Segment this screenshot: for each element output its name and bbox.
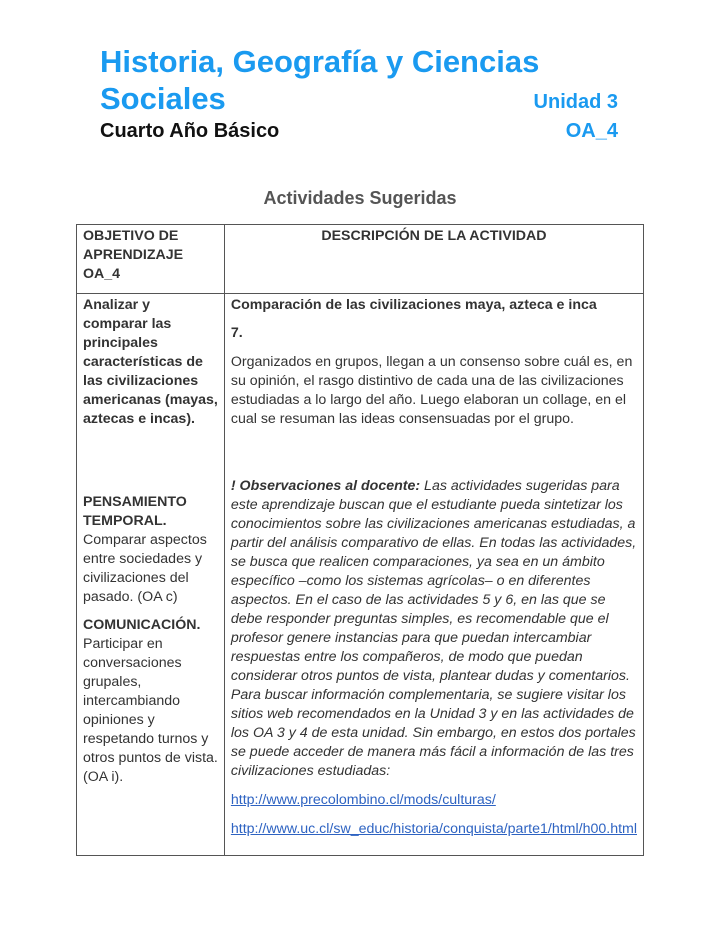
header-objective-line1: OBJETIVO DE [83,228,179,244]
activity-description: Organizados en grupos, llegan a un consenso sobre cuál es, en su opinión, el rasgo distintivo de cada una de las civilizaciones estudiadas a lo largo del año. Luego elaboran un collage, en el cual se resuman las ideas consensuadas por el grupo. [230,354,633,427]
oa-label: OA_4 [565,119,618,142]
unit-label: Unidad 3 [533,91,618,113]
objective-cell [77,294,225,856]
observations-text: Las actividades sugeridas para este aprendizaje buscan que el estudiante pueda sintetizar los conocimientos sobre las civilizaciones americanas estudiadas, a partir del análisis comparativo de ellas. En todas las actividades, se busca que realicen comparaciones, ya sea en un ámbito específico –como los sistemas agrícolas– o en diferentes aspectos. En el caso de las actividades 5 y 6, en las que se debe responder preguntas simples, es recomendable que el profesor genere instancias para que puedan intercambiar respuestas entre los compañeros, de modo que puedan considerar otros puntos de vista, plantear dudas y comentarios. Para buscar información complementaria, se sugiere visitar los sitios web recomendados en la Unidad 3 y en las actividades de los OA 3 y 4 de esta unidad. Sin embargo, en estos dos portales se puede acceder de manera más fácil a información de las tres civilizaciones estudiadas: [230,478,637,779]
header-objective-line3: OA_4 [83,266,121,282]
activities-table [76,224,644,856]
header-description: DESCRIPCIÓN DE LA ACTIVIDAD [224,225,643,294]
skill-temporal [83,493,218,607]
table-row [77,294,644,856]
section-title: Actividades Sugeridas [263,188,457,208]
skill-communication [83,616,218,787]
description-cell [224,294,643,856]
skill-title: COMUNICACIÓN. [83,617,201,633]
teacher-observations [231,477,637,781]
title-row [100,82,618,116]
header-objective [77,225,225,294]
skill-text: Participar en conversaciones grupales, intercambiando opiniones y respetando turnos y otros puntos de vista. (OA i). [83,636,218,785]
activity-number: 7. [230,325,243,341]
subject-title-line2: Sociales [100,81,226,116]
link-precolombino[interactable]: http://www.precolombino.cl/mods/culturas/ [230,792,496,808]
skill-text: Comparar aspectos entre sociedades y civilizaciones del pasado. (OA c) [83,532,207,605]
grade-label: Cuarto Año Básico [100,119,280,142]
learning-objective: Analizar y comparar las principales características de las civilizaciones americanas (mayas, aztecas e incas). [83,297,218,427]
table-header-row [77,225,644,294]
grade-row [100,118,618,144]
header-objective-line2: APRENDIZAJE [83,247,184,263]
activity-title: Comparación de las civilizaciones maya, azteca e inca [230,297,597,313]
skill-title: PENSAMIENTO TEMPORAL. [83,494,187,529]
subject-title-line1: Historia, Geografía y Ciencias [100,44,540,79]
observations-lead: ! Observaciones al docente: [230,478,421,494]
link-uc-conquista[interactable]: http://www.uc.cl/sw_educ/historia/conquista/parte1/html/h00.html [230,821,637,837]
